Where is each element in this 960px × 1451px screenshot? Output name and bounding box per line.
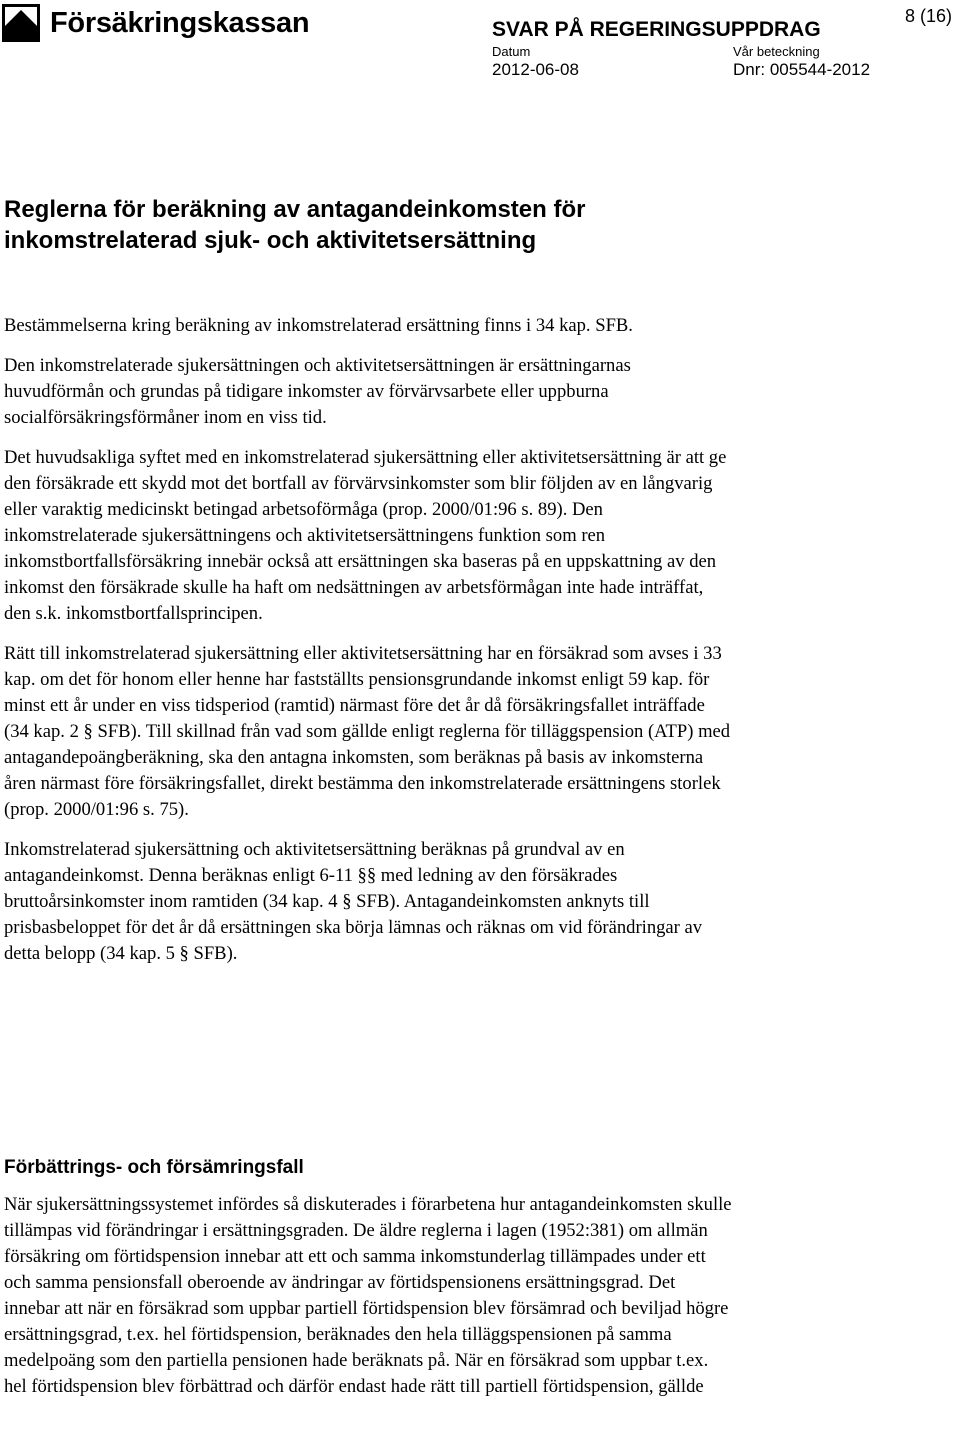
subsection-body	[4, 1192, 734, 1414]
document-type: SVAR PÅ REGERINGSUPPDRAG	[492, 18, 821, 41]
paragraph: Det huvudsakliga syftet med en inkomstrelaterad sjukersättning eller aktivitetsersättning är att ge den försäkrade ett skydd mot det bortfall av förvärvsinkomster som blir följden av en långvarig eller varaktig medicinskt betingad arbetsoförmåga (prop. 2000/01:96 s. 89). Den inkomstrelaterade sjukersättningens och aktivitetsersättningens funktion som ren inkomstbortfallsförsäkring innebär också att ersättningen ska baseras på en uppskattning av den inkomst den försäkrade skulle ha haft om nedsättningen av arbetsförmågan inte hade inträffat, den s.k. inkomstbortfallsprincipen.	[4, 447, 727, 624]
date-value: 2012-06-08	[492, 60, 579, 79]
paragraph: Inkomstrelaterad sjukersättning och aktivitetsersättning beräknas på grundval av en antagandeinkomst. Denna beräknas enligt 6-11 §§ med ledning av den försäkrades bruttoårsinkomster inom ramtiden (34 kap. 4 § SFB). Antagandeinkomsten anknyts till prisbasbeloppet för det år då ersättningen ska börja lämnas och räknas om vid förändringar av detta belopp (34 kap. 5 § SFB).	[4, 839, 703, 964]
section-title: Reglerna för beräkning av antagandeinkomsten för inkomstrelaterad sjuk- och aktivitetsersättning	[4, 196, 586, 254]
subsection-heading: Förbättrings- och försämringsfall	[4, 1157, 304, 1178]
house-logo-icon	[2, 4, 40, 42]
page-number: 8 (16)	[904, 6, 952, 26]
section-body	[4, 313, 734, 981]
paragraph: Den inkomstrelaterade sjukersättningen och aktivitetsersättningen är ersättningarnas huvudförmån och grundas på tidigare inkomster av förvärvsarbete eller uppburna socialförsäkringsförmåner inom en viss tid.	[4, 355, 631, 428]
reference-value: Dnr: 005544-2012	[733, 60, 871, 79]
paragraph: När sjukersättningssystemet infördes så diskuterades i förarbetena hur antagandeinkomsten skulle tillämpas vid förändringar i ersättningsgraden. De äldre reglerna i lagen (1952:381) om allmän försäkring om förtidspension innebar att ett och samma inkomstunderlag tillämpades under ett och samma pensionsfall oberoende av ändringar av förtidspensionens ersättningsgrad. Det innebar att när en försäkrad som uppbar partiell förtidspension blev försämrad och beviljad högre ersättningsgrad, t.ex. hel förtidspension, beräknades den hela tilläggspensionen på samma medelpoäng som den partiella pensionen hade beräknats på. När en försäkrad som uppbar t.ex. hel förtidspension blev förbättrad och därför endast hade rätt till partiell förtidspension, gällde	[4, 1194, 732, 1397]
date-label: Datum	[492, 44, 531, 59]
paragraph: Rätt till inkomstrelaterad sjukersättning eller aktivitetsersättning har en försäkrad som avses i 33 kap. om det för honom eller henne har fastställts pensionsgrundande inkomst enligt 59 kap. för minst ett år under en viss tidsperiod (ramtid) närmast före det år då försäkringsfallet inträffade (34 kap. 2 § SFB). Till skillnad från vad som gällde enligt reglerna för tilläggspension (ATP) med antagandepoängberäkning, ska den antagna inkomsten, som beräknas på basis av inkomsterna åren närmast före försäkringsfallet, direkt bestämma den inkomstrelaterade ersättningens storlek (prop. 2000/01:96 s. 75).	[4, 643, 731, 820]
logo-text: Försäkringskassan	[50, 6, 310, 39]
logo	[2, 4, 309, 42]
paragraph: Bestämmelserna kring beräkning av inkomstrelaterad ersättning finns i 34 kap. SFB.	[4, 315, 633, 336]
reference-label: Vår beteckning	[733, 44, 820, 59]
